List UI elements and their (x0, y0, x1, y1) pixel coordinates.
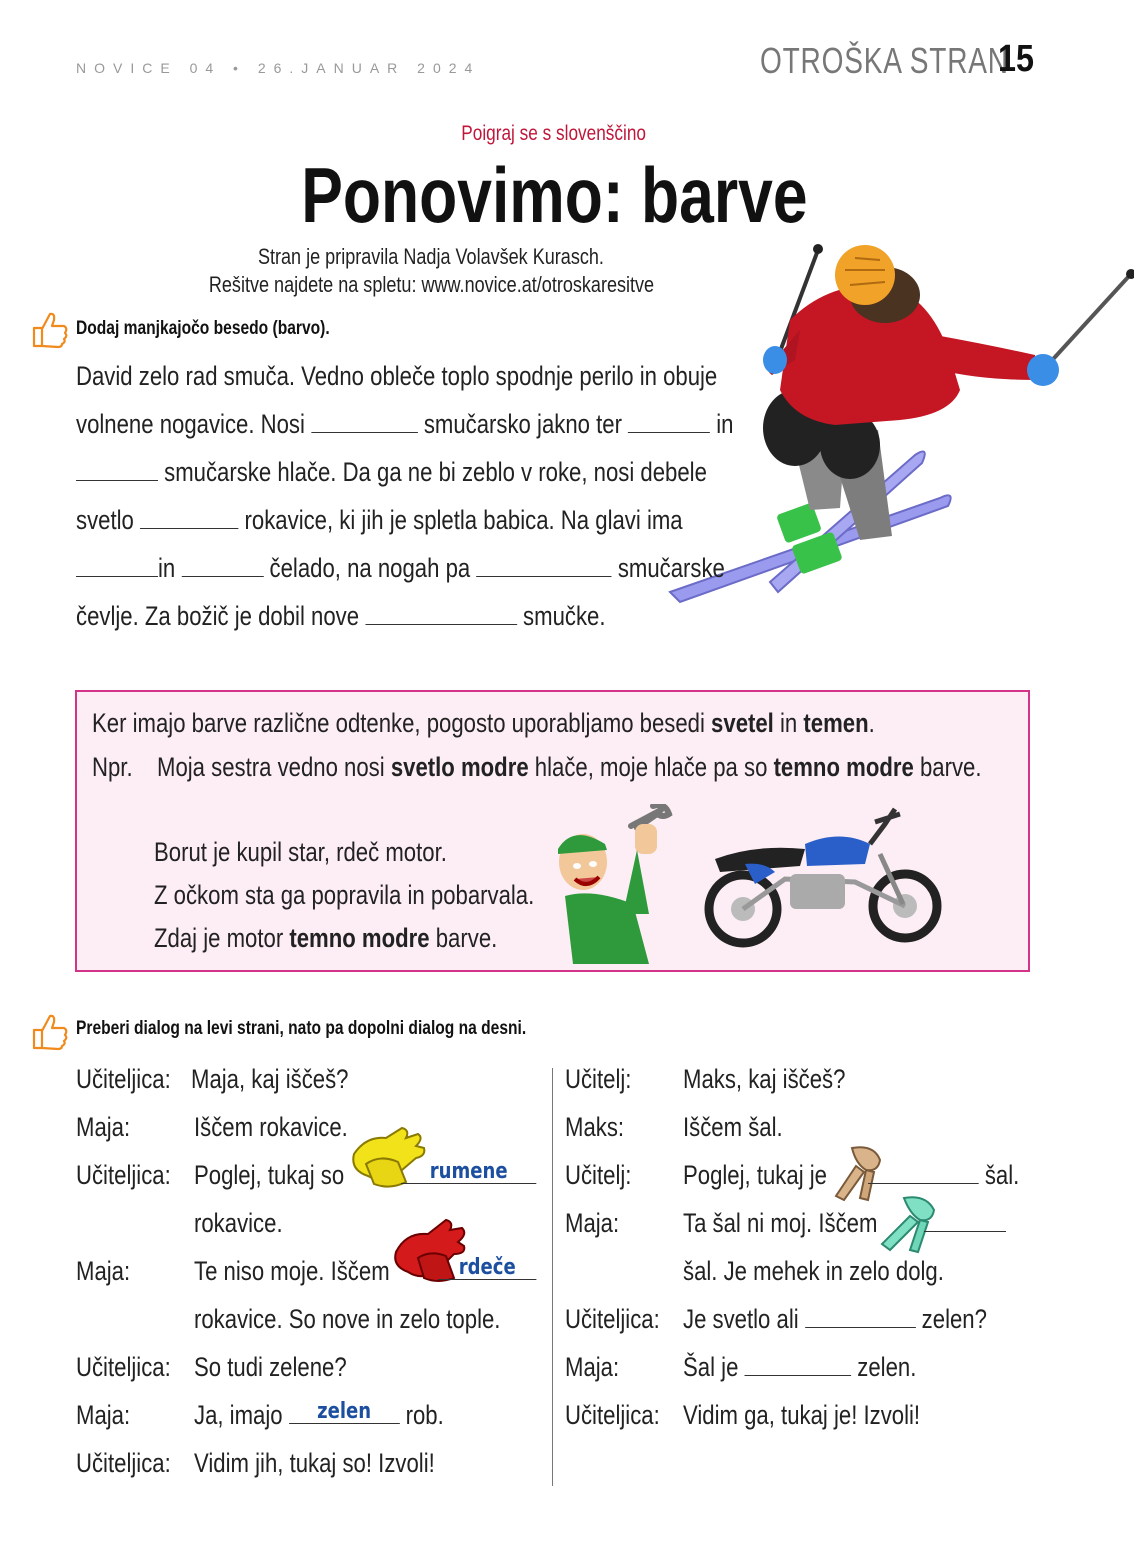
blank-field[interactable] (476, 554, 611, 577)
answer-text: rdeče (458, 1255, 516, 1280)
info-text: hlače, moje hlače pa so (528, 752, 774, 782)
mechanic-illustration (553, 804, 693, 964)
example-line-1: Borut je kupil star, rdeč motor. (154, 837, 447, 867)
info-box (75, 690, 1030, 972)
dialog-line: Iščem šal. (683, 1112, 783, 1142)
dialog-line: So tudi zelene? (194, 1352, 347, 1382)
story-line-1: David zelo rad smuča. Vedno obleče toplo spodnje perilo in obuje (76, 361, 718, 391)
speaker-label: Učiteljica: (76, 1064, 171, 1094)
info-bold: temno modre (773, 752, 914, 782)
info-bold: temen (803, 708, 869, 738)
info-bold: svetlo modre (390, 752, 529, 782)
blank-field[interactable] (628, 410, 710, 433)
speaker-label: Učiteljica: (76, 1160, 171, 1190)
story-text: smučarske (611, 553, 725, 583)
story-text: svetlo (76, 505, 140, 535)
speaker-label: Učiteljica: (565, 1304, 660, 1334)
dialog-text: šal. (978, 1160, 1020, 1190)
speaker-label: Maja: (565, 1352, 620, 1382)
dialog-line: Ta šal ni moj. Iščem (683, 1208, 878, 1238)
answer-line (924, 1208, 1006, 1239)
info-text: Zdaj je motor (154, 923, 290, 953)
dialog-text: Ja, imajo (194, 1400, 289, 1430)
answer-text: rumene (429, 1159, 508, 1184)
blank-field[interactable] (181, 554, 263, 577)
blank-field[interactable] (924, 1209, 1006, 1232)
story-line-3 (76, 448, 789, 496)
speaker-label: Učitelj: (565, 1160, 632, 1190)
fill-in-story (76, 352, 789, 640)
dialog-text: Je svetlo ali (683, 1304, 805, 1334)
blank-field[interactable] (76, 554, 158, 577)
info-text: barve. (429, 923, 498, 953)
info-bold: temno modre (289, 923, 430, 953)
dialog-line (683, 1352, 916, 1383)
answer-line (401, 1160, 536, 1191)
answer-line (868, 1160, 1019, 1191)
task-1-instruction: Dodaj manjkajočo besedo (barvo). (76, 318, 330, 339)
dialog-line: šal. Je mehek in zelo dolg. (683, 1256, 944, 1286)
info-text: in (773, 708, 804, 738)
kicker (0, 122, 1108, 146)
info-bold: svetel (711, 708, 774, 738)
dialog-line: rokavice. So nove in zelo tople. (194, 1304, 501, 1334)
story-text: in (710, 409, 734, 439)
motorcycle-illustration (695, 804, 945, 949)
blank-field[interactable] (140, 506, 238, 529)
dialog-line: Poglej, tukaj so (194, 1160, 345, 1190)
kicker-text: Poigraj se s slovenščino (461, 122, 647, 145)
dialog-line (194, 1400, 444, 1431)
story-text: čelado, na nogah pa (263, 553, 477, 583)
story-text: in (158, 553, 182, 583)
speaker-label: Učiteljica: (565, 1400, 660, 1430)
blank-field[interactable] (365, 602, 517, 625)
blank-field[interactable] (311, 410, 418, 433)
page-title-text: Ponovimo: barve (300, 151, 808, 239)
thumbs-up-icon (28, 308, 70, 350)
column-divider (552, 1068, 553, 1486)
dialog-line: Poglej, tukaj je (683, 1160, 827, 1190)
dialog-text: Šal je (683, 1352, 745, 1382)
blank-field[interactable] (805, 1305, 916, 1328)
story-line-4 (76, 496, 789, 544)
speaker-label: Učitelj: (565, 1064, 632, 1094)
dialog-line: Vidim jih, tukaj so! Izvoli! (194, 1448, 435, 1478)
story-text: smučarske hlače. Da ga ne bi zeblo v roke, nosi debele (158, 457, 707, 487)
speaker-label: Maja: (76, 1112, 131, 1142)
dialog-text: rob. (399, 1400, 444, 1430)
story-text: smučke. (516, 601, 606, 631)
masthead: NOVICE 04 • 26.JANUAR 2024 (76, 60, 481, 76)
answer-blank[interactable] (401, 1161, 536, 1184)
speaker-label: Maja: (565, 1208, 620, 1238)
page-number: 15 (998, 38, 1034, 80)
story-text: čevlje. Za božič je dobil nove (76, 601, 366, 631)
answer-line (438, 1256, 536, 1287)
dialog-line: Maks, kaj iščeš? (683, 1064, 846, 1094)
info-text: barve. (913, 752, 982, 782)
dialog-line: Te niso moje. Iščem (194, 1256, 390, 1286)
story-text: rokavice, ki jih je spletla babica. Na glavi ima (238, 505, 683, 535)
section-title: OTROŠKA STRAN (760, 40, 1009, 81)
info-text: Ker imajo barve različne odtenke, pogosto uporabljamo besedi (92, 708, 712, 738)
answer-blank[interactable] (289, 1401, 400, 1424)
example-line-2: Z očkom sta ga popravila in pobarvala. (154, 880, 535, 910)
story-line-6 (76, 592, 789, 640)
thumbs-up-icon (28, 1010, 70, 1052)
info-text: Moja sestra vedno nosi (157, 752, 391, 782)
author-line-2: Rešitve najdete na spletu: www.novice.at/otroskaresitve (208, 272, 654, 297)
speaker-label: Maks: (565, 1112, 625, 1142)
blank-field[interactable] (745, 1353, 852, 1376)
blank-field[interactable] (76, 458, 158, 481)
story-text: smučarsko jakno ter (417, 409, 629, 439)
story-text: volnene nogavice. Nosi (76, 409, 312, 439)
info-line-2 (157, 752, 981, 783)
speaker-label: Učiteljica: (76, 1448, 171, 1478)
dialog-line: Iščem rokavice. (194, 1112, 348, 1142)
page-title (0, 150, 1108, 241)
speaker-label: Učiteljica: (76, 1352, 171, 1382)
dialog-line: Vidim ga, tukaj je! Izvoli! (683, 1400, 921, 1430)
story-line-2 (76, 400, 789, 448)
dialog-line (683, 1304, 987, 1335)
story-line-5 (76, 544, 789, 592)
info-npr: Npr. (92, 752, 133, 782)
dialog-text: zelen. (851, 1352, 917, 1382)
speaker-label: Maja: (76, 1256, 131, 1286)
dialog-line: rokavice. (194, 1208, 283, 1238)
speaker-label: Maja: (76, 1400, 131, 1430)
dialog-text: zelen? (915, 1304, 987, 1334)
answer-text: zelen (317, 1399, 372, 1424)
task-2-instruction: Preberi dialog na levi strani, nato pa dopolni dialog na desni. (76, 1018, 527, 1039)
dialog-line: Maja, kaj iščeš? (191, 1064, 349, 1094)
author-line-1: Stran je pripravila Nadja Volavšek Kurasch. (258, 244, 604, 269)
info-line-1 (92, 708, 875, 739)
info-text: . (868, 708, 875, 738)
answer-blank[interactable] (438, 1257, 536, 1280)
blank-field[interactable] (868, 1161, 979, 1184)
example-line-3 (154, 923, 497, 954)
